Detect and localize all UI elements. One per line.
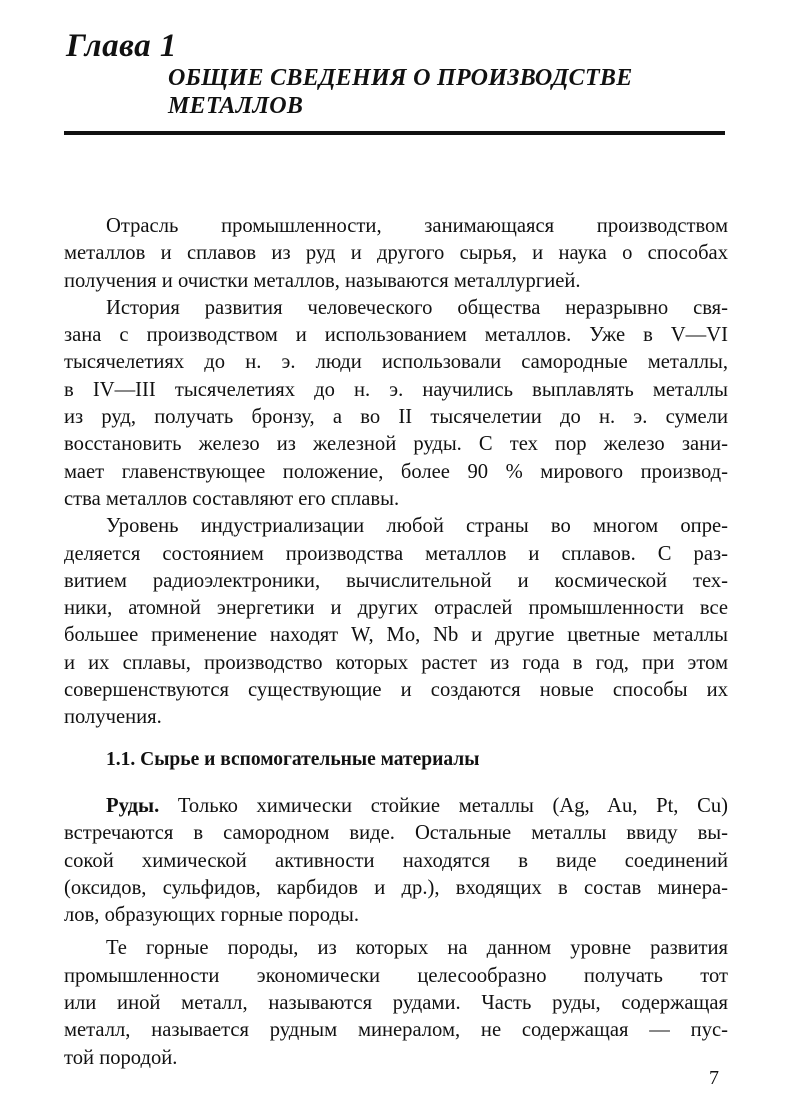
text-line: лов, образующих горные породы. — [64, 904, 359, 927]
text-line: витием радиоэлектроники, вычислительной и космической тех- — [64, 569, 728, 592]
text-line: промышленности экономически целесообразно получать тот — [64, 964, 728, 987]
text-line: металлов и сплавов из руд и другого сырья, и наука о способах — [64, 242, 728, 265]
chapter-title-line: МЕТАЛЛОВ — [168, 93, 304, 119]
text-line: ства металлов составляют его сплавы. — [64, 487, 400, 510]
section-heading: 1.1. Сырье и вспомогательные материалы — [106, 749, 480, 770]
text-line: металл, называется рудным минералом, не содержащая — пус- — [64, 1019, 728, 1042]
text-line: Уровень индустриализации любой страны во многом опре- — [106, 515, 728, 538]
text-line: Те горные породы, из которых на данном уровне развития — [106, 937, 728, 960]
text-fragment: Только химически стойкие металлы (Ag, Au, Pt, Cu) — [177, 795, 728, 817]
page-number: 7 — [709, 1067, 719, 1089]
term-label: Руды. — [106, 795, 160, 817]
text-line: деляется состоянием производства металлов и сплавов. С раз- — [64, 542, 728, 565]
text-line: совершенствуются существующие и создаются новые способы их — [64, 679, 728, 702]
text-line: (оксидов, сульфидов, карбидов и др.), входящих в состав минера- — [64, 876, 728, 899]
chapter-label: Глава 1 — [66, 28, 177, 64]
text-line: или иной металл, называются рудами. Часть руды, содержащая — [64, 992, 728, 1015]
text-line: История развития человеческого общества неразрывно свя- — [106, 296, 728, 319]
text-line — [64, 793, 728, 820]
text-line: тысячелетиях до н. э. люди использовали самородные металлы, — [64, 351, 728, 374]
text-line: мает главенствующее положение, более 90 % мирового производ- — [64, 460, 728, 483]
text-line: той породой. — [64, 1046, 178, 1069]
text-line: получения и очистки металлов, называются металлургией. — [64, 269, 581, 292]
intro-text — [64, 213, 728, 732]
text-line: из руд, получать бронзу, а во II тысячелетии до н. э. сумели — [64, 406, 728, 429]
chapter-title — [168, 64, 728, 120]
text-line: сокой химической активности находятся в виде соединений — [64, 849, 728, 872]
text-line: ники, атомной энергетики и других отраслей промышленности все — [64, 597, 728, 620]
text-line: зана с производством и использованием металлов. Уже в V—VI — [64, 324, 728, 347]
text-line: восстановить железо из железной руды. С тех пор железо зани- — [64, 433, 728, 456]
text-line: встречаются в самородном виде. Остальные металлы ввиду вы- — [64, 822, 728, 845]
text-line: в IV—III тысячелетиях до н. э. научились выплавлять металлы — [64, 378, 728, 401]
chapter-title-line: ОБЩИЕ СВЕДЕНИЯ О ПРОИЗВОДСТВЕ — [168, 65, 633, 91]
text-line: получения. — [64, 706, 162, 729]
section-text — [64, 793, 728, 1072]
text-line: и их сплавы, производство которых растет из года в год, при этом — [64, 651, 728, 674]
text-line: большее применение находят W, Mo, Nb и другие цветные металлы — [64, 624, 728, 647]
text-line: Отрасль промышленности, занимающаяся производством — [106, 215, 728, 237]
title-divider — [64, 131, 725, 135]
